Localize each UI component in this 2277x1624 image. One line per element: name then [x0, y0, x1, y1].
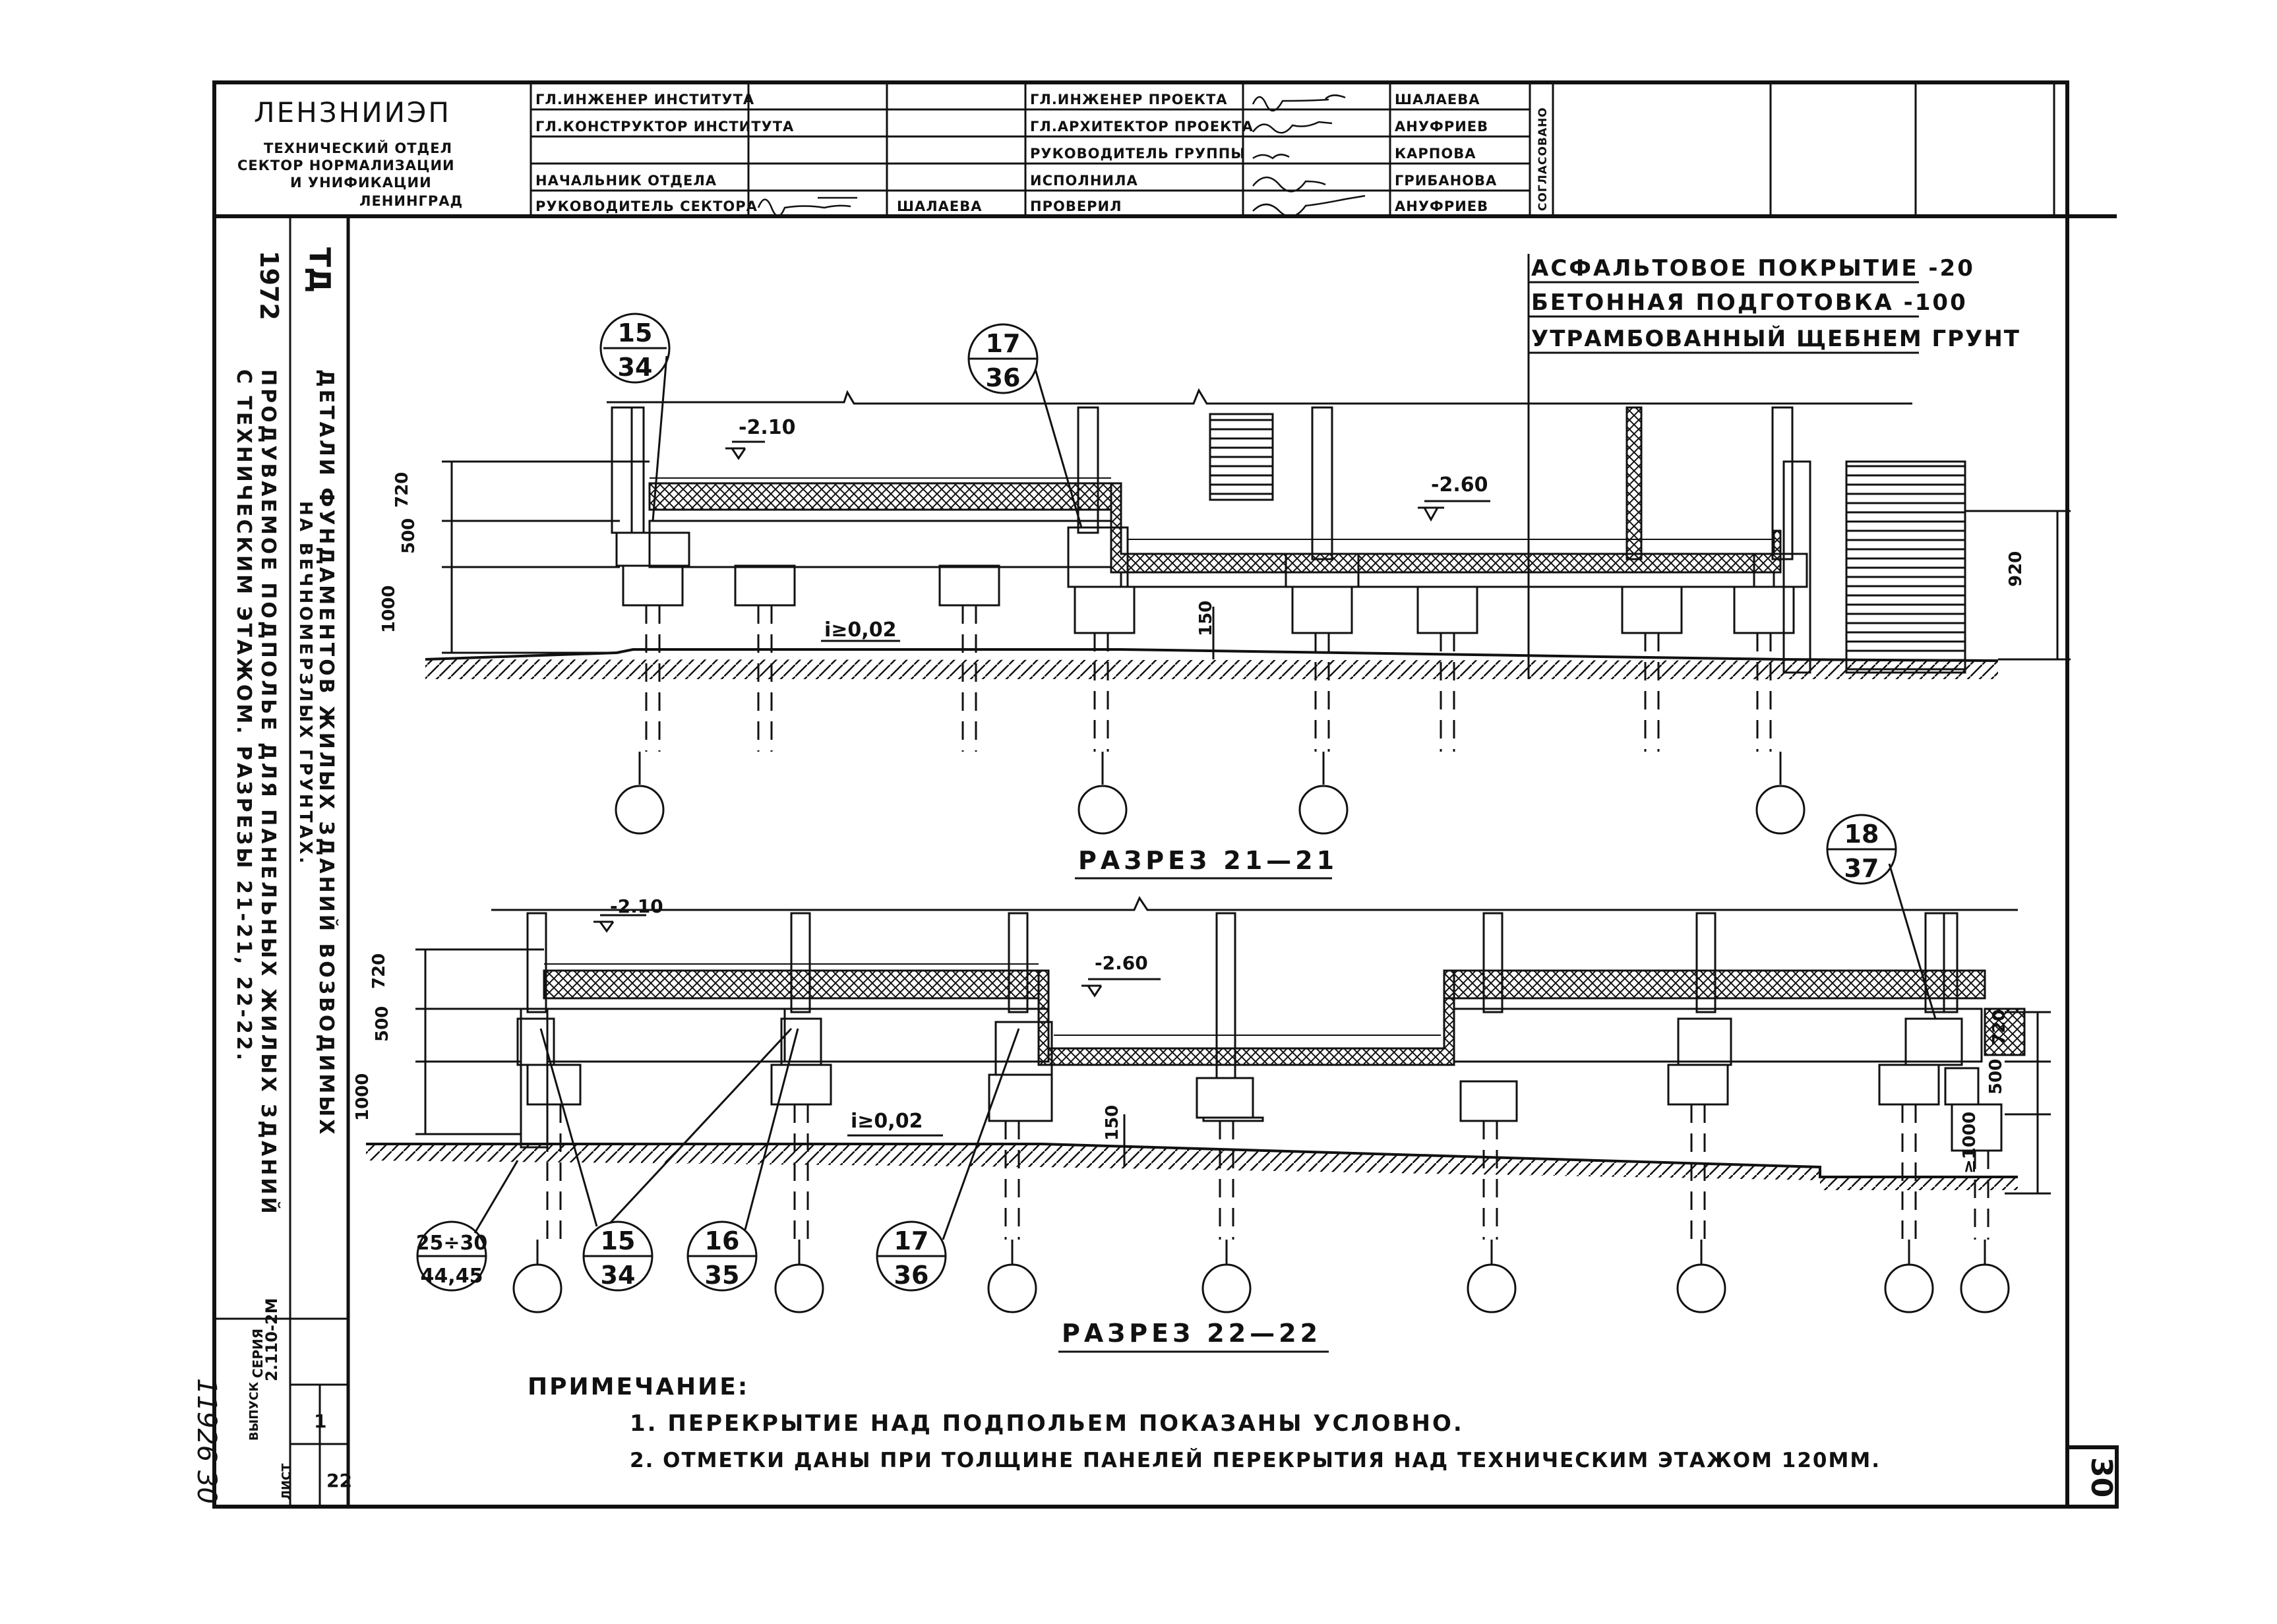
role-chief-engineer-project: ГЛ.ИНЖЕНЕР ПРОЕКТА: [1030, 92, 1228, 107]
callout-18-bottom: 37: [1844, 854, 1879, 883]
role-checked: ПРОВЕРИЛ: [1030, 198, 1122, 214]
series-value: 2.110-2М: [262, 1298, 281, 1381]
callout-15-top: 15: [617, 318, 653, 347]
org-city: ЛЕНИНГРАД: [359, 193, 464, 209]
role-executed: ИСПОЛНИЛА: [1030, 173, 1138, 189]
role-group-leader: РУКОВОДИТЕЛЬ ГРУППЫ: [1030, 146, 1246, 162]
name-row-1: ШАЛАЕВА: [1395, 92, 1480, 107]
callout-16-top: 16: [704, 1226, 740, 1255]
dim-r1000-2: ≥1000: [1960, 1111, 1980, 1174]
drawing-title-line2: НА ВЕЧНОМЕРЗЛЫХ ГРУНТАХ.: [295, 501, 315, 866]
issue-label: ВЫПУСК: [247, 1381, 261, 1441]
slope-label-2: i≥0,02: [851, 1110, 923, 1133]
callout-25-30-top: 25÷30: [415, 1232, 488, 1255]
org-name: ЛЕНЗНИИЭП: [254, 96, 451, 129]
slope-label-1: i≥0,02: [824, 618, 897, 642]
archive-number: 11926 30: [191, 1378, 222, 1504]
section-caption-21: РАЗРЕЗ 21—21: [1078, 846, 1339, 875]
callout-17-bottom: 36: [985, 363, 1021, 392]
callout-15-bottom: 34: [617, 353, 653, 382]
name-row-2: АНУФРИЕВ: [1395, 119, 1489, 135]
year: 1972: [255, 251, 284, 320]
legend-asphalt: АСФАЛЬТОВОЕ ПОКРЫТИЕ -20: [1531, 255, 1975, 282]
elevation-mark-right-2: -2.60: [1095, 952, 1148, 974]
callout-25-30-bottom: 44,45: [420, 1265, 483, 1288]
dim-500-2: 500: [373, 1006, 392, 1042]
callout-15b-top: 15: [600, 1226, 636, 1255]
callout-17b-top: 17: [894, 1226, 929, 1255]
callout-16-bottom: 35: [704, 1261, 740, 1290]
role-chief-constructor-institute: ГЛ.КОНСТРУКТОР ИНСТИТУТА: [535, 119, 795, 135]
callout-17-top: 17: [985, 329, 1021, 358]
elevation-mark-left-2: -2.10: [610, 895, 663, 917]
name-row-4: ГРИБАНОВА: [1395, 173, 1498, 189]
drawing-title-line1: ДЕТАЛИ ФУНДАМЕНТОВ ЖИЛЫХ ЗДАНИЙ ВОЗВОДИМЫХ: [315, 369, 338, 1137]
dim-r720-2: 720: [1989, 1009, 2009, 1045]
role-chief-engineer-institute: ГЛ.ИНЖЕНЕР ИНСТИТУТА: [535, 92, 755, 107]
notes-heading: ПРИМЕЧАНИЕ:: [528, 1373, 750, 1400]
dim-720-2: 720: [369, 953, 389, 989]
elevation-mark-left-1: -2.10: [739, 416, 796, 439]
role-head-sector: РУКОВОДИТЕЛЬ СЕКТОРА: [535, 198, 758, 214]
dim-1000-1: 1000: [379, 585, 399, 633]
dim-150-2: 150: [1103, 1104, 1122, 1141]
dim-720-1: 720: [392, 471, 412, 508]
name-row-5: АНУФРИЕВ: [1395, 198, 1489, 214]
org-department: ТЕХНИЧЕСКИЙ ОТДЕЛ: [264, 140, 453, 156]
dim-1000-2: 1000: [353, 1073, 373, 1121]
section-22-22: [353, 815, 2051, 1352]
issue-value: 1: [314, 1410, 327, 1432]
note-2: 2. ОТМЕТКИ ДАНЫ ПРИ ТОЛЩИНЕ ПАНЕЛЕЙ ПЕРЕКРЫТИЯ НАД ТЕХНИЧЕСКИМ ЭТАЖОМ 120ММ.: [630, 1449, 1881, 1472]
name-row-3: КАРПОВА: [1395, 146, 1476, 162]
drawing-desc-line1: ПРОДУВАЕМОЕ ПОДПОЛЬЕ ДЛЯ ПАНЕЛЬНЫХ ЖИЛЫХ ЗДАНИЙ: [257, 369, 280, 1217]
drawing-code: ТД: [303, 247, 336, 293]
role-head-department: НАЧАЛЬНИК ОТДЕЛА: [535, 173, 717, 189]
dim-150-1: 150: [1196, 600, 1216, 636]
page-number: 30: [2084, 1457, 2118, 1498]
org-sector: СЕКТОР НОРМАЛИЗАЦИИ: [237, 158, 455, 173]
series-label: СЕРИЯ: [250, 1328, 266, 1378]
name-head-sector: ШАЛАЕВА: [897, 198, 983, 214]
role-chief-architect-project: ГЛ.АРХИТЕКТОР ПРОЕКТА: [1030, 119, 1254, 135]
section-caption-22: РАЗРЕЗ 22—22: [1062, 1319, 1322, 1348]
callout-17b-bottom: 36: [894, 1261, 929, 1290]
sheet-value: 22: [326, 1470, 352, 1491]
legend-soil: УТРАМБОВАННЫЙ ЩЕБНЕМ ГРУНТ: [1531, 326, 2020, 352]
elevation-mark-right-1: -2.60: [1431, 473, 1488, 496]
drawing-desc-line2: С ТЕХНИЧЕСКИМ ЭТАЖОМ. РАЗРЕЗЫ 21-21, 22-22.: [232, 369, 255, 1064]
callout-15b-bottom: 34: [600, 1261, 636, 1290]
section-21-21: [379, 314, 2071, 878]
dim-920-1: 920: [2006, 551, 2026, 587]
note-1: 1. ПЕРЕКРЫТИЕ НАД ПОДПОЛЬЕМ ПОКАЗАНЫ УСЛОВНО.: [630, 1410, 1464, 1437]
legend-concrete: БЕТОННАЯ ПОДГОТОВКА -100: [1531, 289, 1968, 316]
sheet-label: ЛИСТ: [280, 1463, 293, 1500]
callout-18-top: 18: [1844, 820, 1879, 849]
dim-r500-2: 500: [1986, 1058, 2006, 1095]
approved-stamp: СОГЛАСОВАНО: [1536, 107, 1550, 211]
org-unification: И УНИФИКАЦИИ: [290, 175, 432, 191]
dim-500-1: 500: [399, 518, 419, 554]
